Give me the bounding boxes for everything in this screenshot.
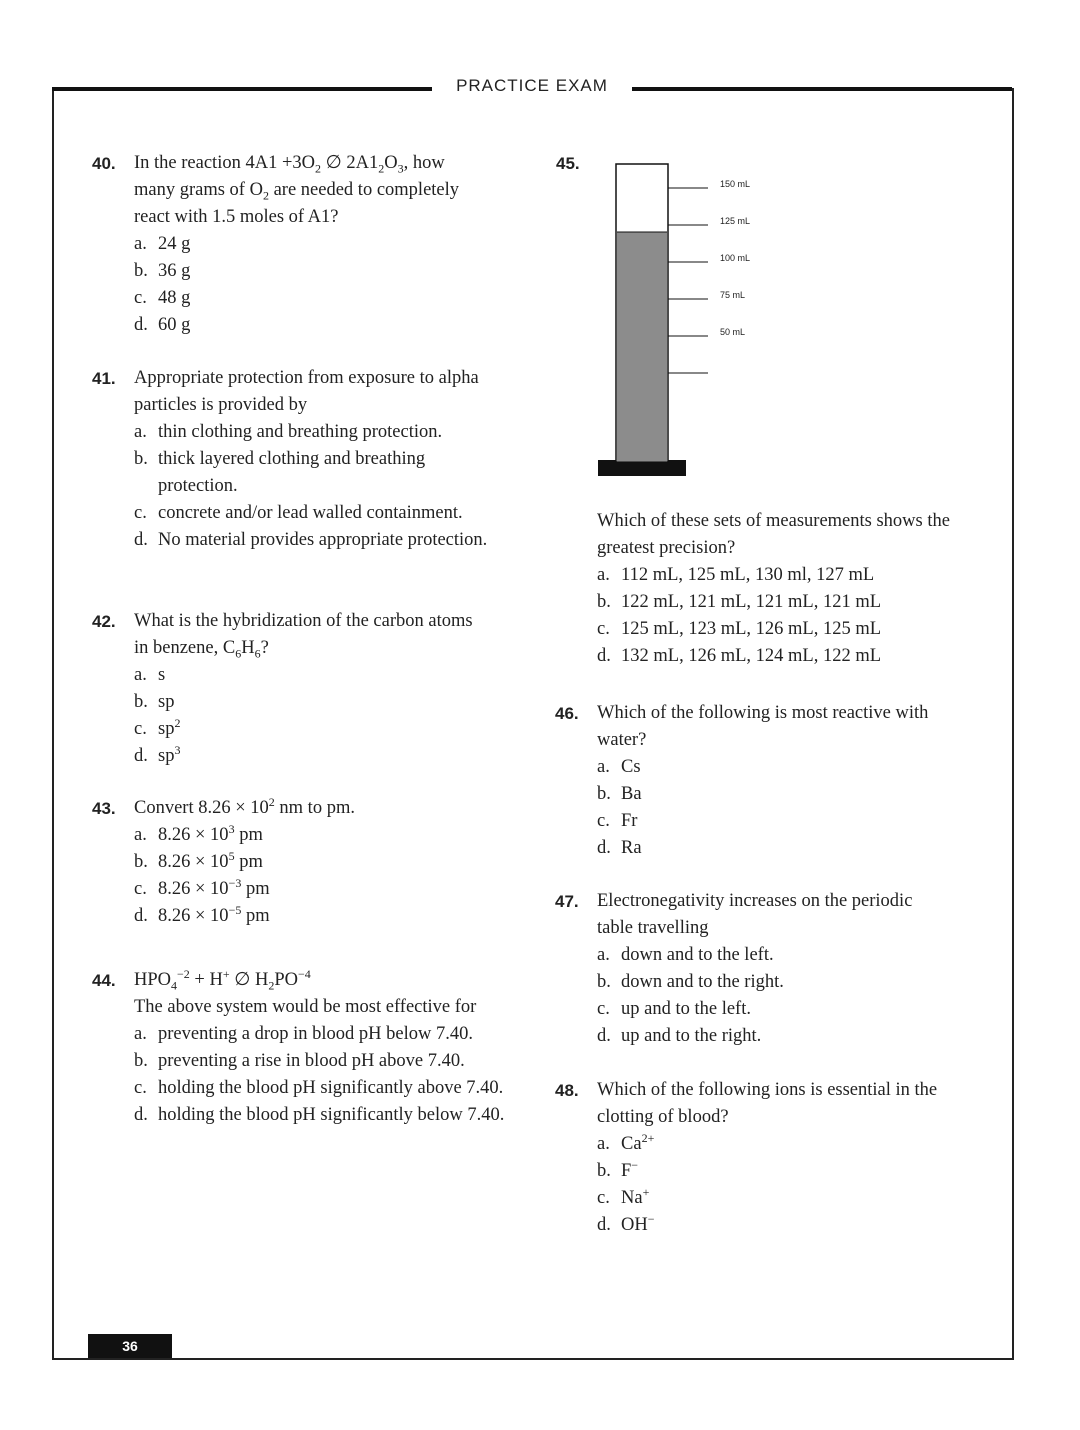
- question-number: 41.: [92, 369, 116, 388]
- answer-option[interactable]: d. 60 g: [134, 315, 191, 335]
- answer-option[interactable]: c. Fr: [597, 811, 638, 831]
- answer-option[interactable]: d. $8.26 \times 10^{-5}$ pm: [134, 902, 270, 926]
- question-41: [92, 365, 514, 554]
- question-number: 43.: [92, 799, 116, 818]
- answer-option[interactable]: a. 112 mL, 125 mL, 130 ml, 127 mL: [597, 565, 875, 585]
- graduation-label: 100 mL: [720, 253, 751, 263]
- answer-option[interactable]: d. Ra: [597, 838, 642, 858]
- answer-option[interactable]: b. preventing a rise in blood pH above 7.40.: [134, 1051, 465, 1071]
- answer-option[interactable]: c. up and to the left.: [597, 999, 751, 1019]
- question-stem-line: What is the hybridization of the carbon atoms: [134, 611, 473, 631]
- question-stem-line: Electronegativity increases on the periodic: [597, 891, 913, 911]
- question-44: [92, 966, 514, 1129]
- answer-option[interactable]: d. 132 mL, 126 mL, 124 mL, 122 mL: [597, 646, 882, 666]
- chemical-equation: $HPO_4^{-2} + H^+$ ∅ $H_2PO^{-4}$: [134, 966, 311, 993]
- answer-option[interactable]: c. $sp^2$: [134, 715, 181, 739]
- answer-option[interactable]: d. OH−: [597, 1211, 655, 1235]
- answer-option[interactable]: b. Ba: [597, 784, 642, 804]
- question-stem-line: The above system would be most effective for: [134, 997, 477, 1017]
- answer-option[interactable]: b. 36 g: [134, 261, 191, 281]
- question-stem-line: Appropriate protection from exposure to alpha: [134, 368, 479, 388]
- question-stem-line: Convert $8.26 \times 10^2$ nm to pm.: [134, 794, 355, 818]
- answer-option[interactable]: a. Cs: [597, 757, 641, 777]
- question-46: [555, 700, 987, 862]
- page-number: 36: [88, 1334, 172, 1358]
- answer-option[interactable]: a. preventing a drop in blood pH below 7.40.: [134, 1024, 473, 1044]
- question-number: 42.: [92, 612, 116, 631]
- question-stem-line: Which of the following ions is essential in the: [597, 1080, 938, 1100]
- question-stem-line: greatest precision?: [597, 538, 736, 558]
- question-stem-line: many grams of $O_2$ are needed to completely: [134, 180, 460, 203]
- header-rule-right: [632, 87, 1012, 91]
- answer-option[interactable]: b. sp: [134, 692, 175, 712]
- answer-option[interactable]: a. 24 g: [134, 234, 191, 254]
- question-stem-line: In the reaction $4A1 +3O_2$ ∅ $2A1_2O_3$, how: [134, 153, 445, 176]
- answer-option[interactable]: d. holding the blood pH significantly below 7.40.: [134, 1105, 505, 1125]
- answer-option[interactable]: a. down and to the left.: [597, 945, 774, 965]
- question-stem-line: Which of these sets of measurements shows the: [597, 511, 950, 531]
- answer-option[interactable]: a. s: [134, 665, 166, 685]
- question-42: [92, 608, 514, 770]
- question-stem-line: water?: [597, 730, 647, 750]
- question-number: 48.: [555, 1081, 579, 1100]
- cylinder-graduations: [668, 179, 750, 373]
- answer-option[interactable]: d. $sp^3$: [134, 742, 181, 766]
- answer-option[interactable]: d. No material provides appropriate protection.: [134, 530, 488, 550]
- graduation-label: 75 mL: [720, 290, 746, 300]
- answer-option[interactable]: b. thick layered clothing and breathing protection.: [134, 449, 426, 496]
- answer-option[interactable]: c. holding the blood pH significantly above 7.40.: [134, 1078, 504, 1098]
- question-stem-line: table travelling: [597, 918, 709, 938]
- graduation-label: 50 mL: [720, 327, 746, 337]
- question-43: [92, 794, 514, 930]
- header-rule-left: [52, 87, 432, 91]
- question-number: 44.: [92, 971, 116, 990]
- question-40: [92, 150, 514, 339]
- answer-option[interactable]: a. $8.26 \times 10^3$ pm: [134, 821, 263, 845]
- answer-option[interactable]: c. 125 mL, 123 mL, 126 mL, 125 mL: [597, 619, 882, 639]
- answer-option[interactable]: c. $8.26 \times 10^{-3}$ pm: [134, 875, 270, 899]
- answer-option[interactable]: b. 122 mL, 121 mL, 121 mL, 121 mL: [597, 592, 882, 612]
- answer-option[interactable]: b. down and to the right.: [597, 972, 784, 992]
- question-number: 40.: [92, 154, 116, 173]
- question-number: 46.: [555, 704, 579, 723]
- answer-option[interactable]: c. 48 g: [134, 288, 191, 308]
- question-47: [555, 888, 987, 1050]
- question-48: [555, 1077, 987, 1239]
- answer-option[interactable]: c. Na+: [597, 1184, 650, 1208]
- answer-option[interactable]: b. $8.26 \times 10^5$ pm: [134, 848, 263, 872]
- answer-option[interactable]: c. concrete and/or lead walled containment.: [134, 503, 463, 523]
- graduation-label: 150 mL: [720, 179, 751, 189]
- question-stem-line: clotting of blood?: [597, 1107, 729, 1127]
- question-45-text: [597, 508, 987, 670]
- question-stem-line: in benzene, $C_6H_6$?: [134, 638, 269, 661]
- question-stem-line: particles is provided by: [134, 395, 308, 415]
- answer-option[interactable]: a. thin clothing and breathing protection.: [134, 422, 443, 442]
- answer-option[interactable]: b. F−: [597, 1157, 639, 1181]
- cylinder-liquid: [617, 232, 667, 461]
- graduation-label: 125 mL: [720, 216, 751, 226]
- page-header-title: PRACTICE EXAM: [456, 76, 608, 95]
- answer-option[interactable]: a. $Ca^{2+}$: [597, 1130, 655, 1154]
- answer-option[interactable]: d. up and to the right.: [597, 1026, 762, 1046]
- question-stem-line: react with 1.5 moles of A1?: [134, 207, 339, 227]
- question-number: 45.: [556, 154, 580, 173]
- question-number: 47.: [555, 892, 579, 911]
- graduated-cylinder-diagram: [596, 160, 766, 480]
- question-stem-line: Which of the following is most reactive with: [597, 703, 929, 723]
